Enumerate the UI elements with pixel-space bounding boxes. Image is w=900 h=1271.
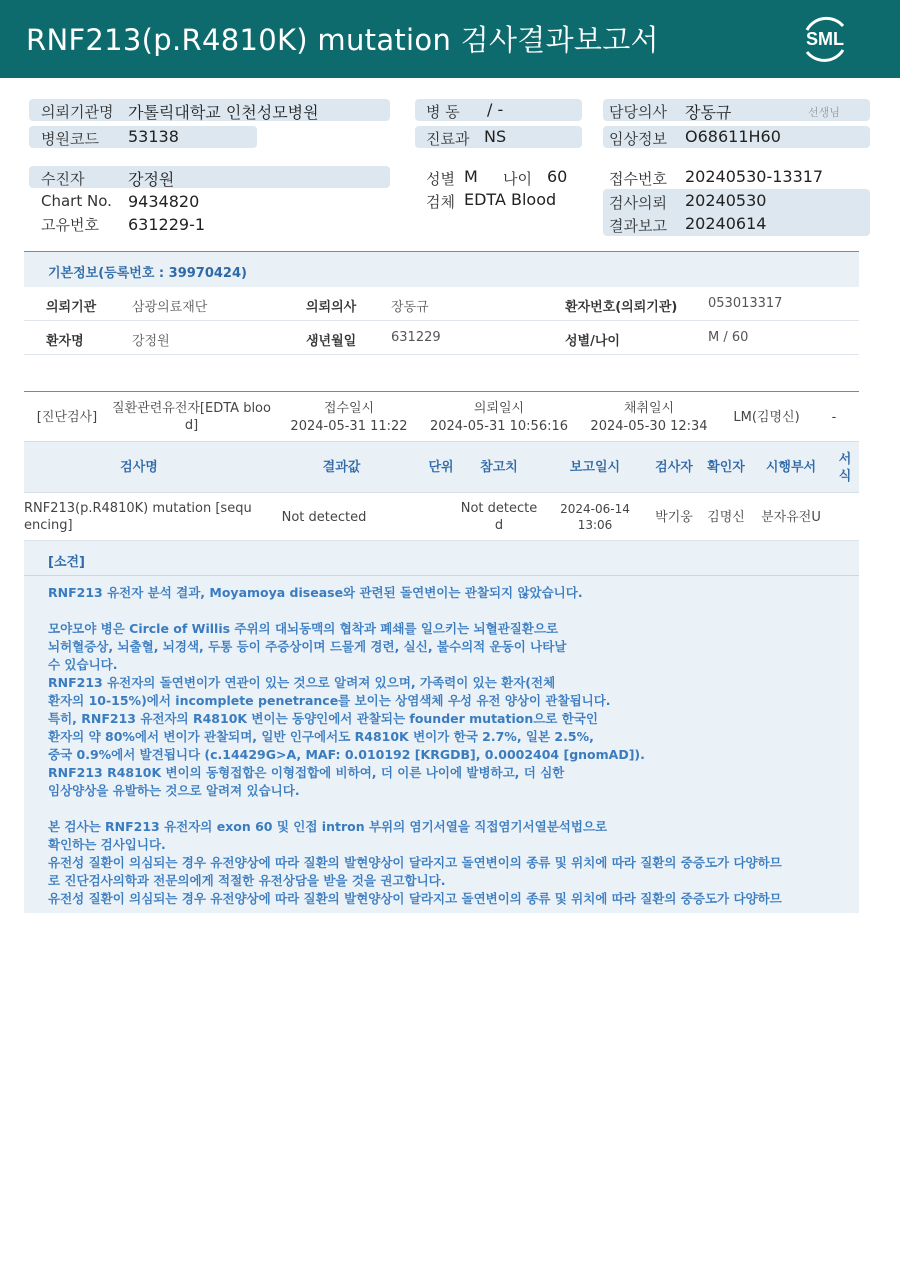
test-result-section (24, 391, 859, 541)
col-tester: 검사자 (655, 460, 693, 475)
row-test-name-line1: RNF213(p.R4810K) mutation [sequ (24, 501, 252, 516)
age-label: 나이 (503, 170, 532, 188)
col-reference: 참고치 (480, 460, 518, 475)
request-date-label: 검사의뢰 (609, 194, 667, 212)
request-dt-label: 의뢰일시 (473, 401, 525, 416)
row-report-date: 2024-06-14 (560, 502, 630, 516)
test-category: [진단검사] (36, 410, 98, 425)
hospital-code-value: 53138 (128, 127, 179, 146)
row-result: Not detected (281, 510, 367, 525)
col-department: 시행부서 (765, 460, 817, 475)
ward-label: 병 동 (426, 103, 460, 121)
table-header (24, 441, 859, 493)
receipt-dt-value: 2024-05-31 11:22 (290, 419, 408, 434)
opinion-section (24, 541, 859, 913)
institution-value: 가톨릭대학교 인천성모병원 (128, 103, 319, 122)
chart-label: Chart No. (41, 192, 112, 210)
report-header (0, 0, 900, 78)
opinion-title: [소견] (24, 541, 859, 576)
patient-number-value: 053013317 (708, 296, 783, 311)
patient-value: 강정원 (128, 170, 175, 189)
col-confirmer: 확인자 (707, 460, 745, 475)
dept-value: NS (484, 127, 507, 146)
receipt-no-label: 접수번호 (609, 170, 667, 188)
birthdate-value: 631229 (391, 330, 441, 345)
specimen-label: 검체 (426, 193, 455, 211)
chart-value: 9434820 (128, 192, 200, 211)
test-group-line2: d] (184, 418, 199, 433)
report-date-label: 결과보고 (609, 217, 667, 235)
request-dt-value: 2024-05-31 10:56:16 (429, 419, 569, 434)
patient-number-label: 환자번호(의뢰기관) (565, 300, 678, 315)
collect-dt-label: 채취일시 (623, 401, 675, 416)
collect-dt-value: 2024-05-30 12:34 (590, 419, 708, 434)
opinion-text: RNF213 유전자 분석 결과, Moyamoya disease와 관련된 돌연변이는 관찰되지 않았습니다. 모야모야 병은 Circle of Willis 주위의 대뇌동맥의 협착과 폐쇄를 일으키는 뇌혈관질환으로 뇌허혈증상, 뇌출혈, 뇌경색, 두통 등이 주증상이며 드물게 경련, 실신, 불수의적 운동이 나타날 수 있습니다. RNF213 유전자의 돌연변이가 연관이 있는 것으로 알려져 있으며, 가족력이 있는 환자(전체 환자의 10-15%)에서 incomplete penetrance를 보이는 상염색체 우성 유전 양상이 관찰됩니다. 특히, RNF213 유전자의 R4810K 변이는 동양인에서 관찰되는 founder mutation으로 한국인 환자의 약 80%에서 변이가 관찰되며, 일반 인구에서도 R4810K 변이가 한국 2.7%, 일본 2.5%, 중국 0.9%에서 발견됩니다 (c.14429G>A, MAF: 0.010192 [KRGDB], 0.0002404 [gnomAD]). RNF213 R4810K 변이의 동형접합은 이형접합에 비하여, 더 이른 나이에 발병하고, 더 심한 임상양상을 유발하는 것으로 알려져 있습니다. 본 검사는 RNF213 유전자의 exon 60 및 인접 intron 부위의 염기서열을 직접염기서열분석법으로 확인하는 검사입니다. 유전성 질환이 의심되는 경우 유전양상에 따라 질환의 발현양상이 달라지고 돌연변이의 종류 및 위치에 따라 질환의 중증도가 다양하므 로 진단검사의학과 전문의에게 적절한 유전상담을 받을 것을 권고합니다. 유전성 질환이 의심되는 경우 유전양상에 따라 질환의 발현양상이 달라지고 돌연변이의 종류 및 위치에 따라 질환의 중증도가 다양하므 (48, 585, 782, 906)
sml-logo (797, 12, 853, 66)
col-unit: 단위 (428, 460, 454, 475)
basic-info-title: 기본정보(등록번호 : 39970424) (24, 251, 859, 287)
sex-age-value: M / 60 (708, 330, 749, 345)
row-reference-line1: Not detecte (460, 501, 538, 516)
basic-info-row (24, 287, 859, 321)
row-test-name-line2: encing] (24, 518, 73, 533)
uid-value: 631229-1 (128, 215, 206, 234)
institution-label: 의뢰기관명 (41, 103, 114, 121)
requesting-institution-label: 의뢰기관 (46, 300, 97, 315)
basic-info-row (24, 321, 859, 355)
request-date-value: 20240530 (685, 191, 767, 210)
doctor-suffix: 선생님 (808, 106, 840, 119)
receipt-dt-label: 접수일시 (323, 401, 375, 416)
birthdate-label: 생년월일 (306, 334, 357, 349)
col-form: 서식 (838, 452, 852, 484)
clinical-label: 임상정보 (609, 130, 667, 148)
row-report-time: 13:06 (577, 518, 613, 532)
doctor-value: 장동규 (685, 103, 732, 122)
logo-text: SML (806, 29, 844, 49)
row-confirmer: 김명신 (707, 510, 745, 525)
patient-name-label: 환자명 (46, 334, 84, 349)
ward-value: / - (487, 100, 504, 119)
receipt-no-value: 20240530-13317 (685, 167, 824, 186)
age-value: 60 (547, 167, 568, 186)
requesting-institution-value: 삼광의료재단 (132, 300, 208, 315)
row-department: 분자유전U (761, 510, 821, 525)
requesting-doctor-label: 의뢰의사 (306, 300, 357, 315)
patient-name-value: 강정원 (132, 334, 170, 349)
col-report-dt: 보고일시 (569, 460, 621, 475)
requesting-doctor-value: 장동규 (391, 300, 429, 315)
specimen-value: EDTA Blood (464, 190, 557, 209)
report-date-value: 20240614 (685, 214, 767, 233)
test-group-line1: 질환관련유전자[EDTA bloo (112, 401, 271, 416)
row-tester: 박기웅 (655, 510, 693, 525)
clinical-value: O68611H60 (685, 127, 781, 146)
lm-name: LM(김명신) (733, 410, 800, 425)
sex-value: M (464, 167, 478, 186)
sex-age-label: 성별/나이 (565, 334, 620, 349)
col-test-name: 검사명 (120, 460, 158, 475)
sex-label: 성별 (426, 170, 455, 188)
col-result: 결과값 (322, 460, 361, 475)
uid-label: 고유번호 (41, 216, 99, 234)
doctor-label: 담당의사 (609, 103, 667, 121)
table-row (24, 493, 859, 541)
basic-info-section (24, 251, 859, 356)
report-title: RNF213(p.R4810K) mutation 검사결과보고서 (26, 23, 659, 57)
dash: - (831, 410, 837, 425)
patient-label: 수진자 (41, 170, 85, 188)
row-reference-line2: d (494, 518, 504, 533)
hospital-code-label: 병원코드 (41, 130, 99, 148)
dept-label: 진료과 (426, 130, 470, 148)
